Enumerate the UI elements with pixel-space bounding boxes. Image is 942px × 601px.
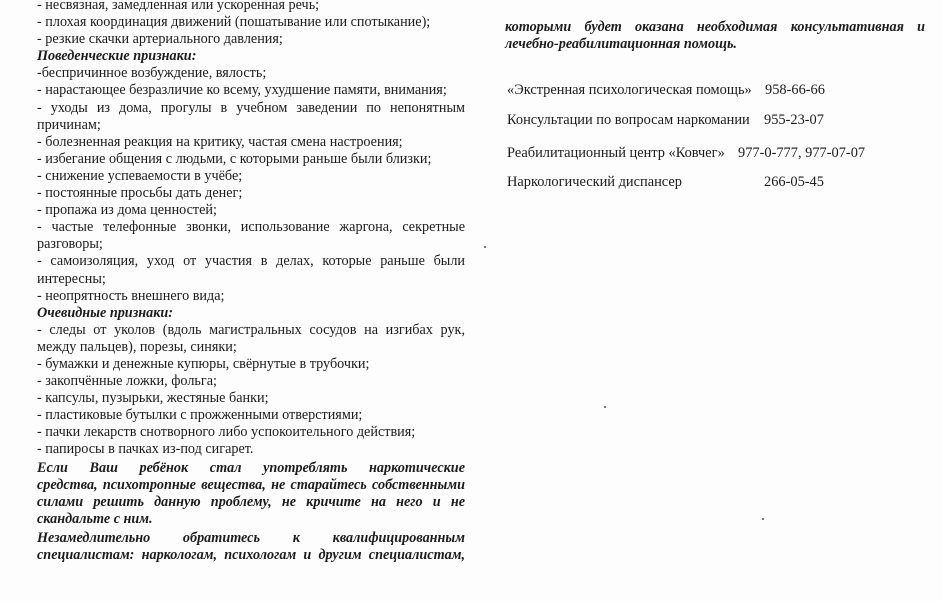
paragraph-line: Если Ваш ребёнок стал употреблять наркотические <box>37 459 465 476</box>
paragraph-line: лечебно-реабилитационная помощь. <box>505 36 737 52</box>
list-item: - постоянные просьбы дать денег; <box>37 185 243 202</box>
list-item: - уходы из дома, прогулы в учебном заведении по непонятным <box>37 99 465 116</box>
list-item: -беспричинное возбуждение, вялость; <box>37 65 267 82</box>
continuation-paragraph <box>505 19 925 53</box>
physical-signs-list <box>37 0 465 48</box>
list-item: причинам; <box>37 116 101 133</box>
scan-speck <box>604 406 606 408</box>
list-item: - следы от уколов (вдоль магистральных сосудов на изгибах рук, <box>37 321 465 338</box>
contact-phone: 955-23-07 <box>764 112 824 128</box>
paragraph-line: Незамедлительно обратитесь к квалифицированным <box>37 529 465 546</box>
behavioral-signs-list <box>37 65 465 304</box>
list-item: разговоры; <box>37 236 103 253</box>
contact-phone: 266-05-45 <box>764 174 824 190</box>
paragraph-line: силами решить данную проблему, не кричите на него и не <box>37 493 465 510</box>
list-item: - пластиковые бутылки с прожженными отверстиями; <box>37 407 363 424</box>
list-item: - неопрятность внешнего вида; <box>37 287 225 304</box>
urge-paragraph <box>37 530 465 564</box>
list-item: между пальцев), порезы, синяки; <box>37 338 237 355</box>
contact-phone: 977-0-777, 977-07-07 <box>738 145 866 161</box>
paragraph-line: средства, психотропные вещества, не старайтесь собственными <box>37 476 465 493</box>
left-column <box>37 0 465 564</box>
list-item: - несвязная, замедленная или ускоренная речь; <box>37 0 320 13</box>
list-item: - резкие скачки артериального давления; <box>37 31 283 48</box>
scan-speck <box>762 518 764 520</box>
list-item: - избегание общения с людьми, с которыми раньше были близки; <box>37 150 432 167</box>
contact-name: Консультации по вопросам наркомании <box>507 112 750 128</box>
behavioral-signs-heading: Поведенческие признаки: <box>37 48 197 65</box>
scan-speck <box>484 246 486 248</box>
list-item: - пачки лекарств снотворного либо успокоительного действия; <box>37 424 416 441</box>
advice-paragraph <box>37 460 465 528</box>
list-item: - самоизоляция, уход от участия в делах, которые раньше были <box>37 253 465 270</box>
contact-name: Реабилитационный центр «Ковчег» <box>507 145 725 161</box>
list-item: интересны; <box>37 270 106 287</box>
list-item: - нарастающее безразличие ко всему, ухудшение памяти, внимания; <box>37 82 447 99</box>
contact-name: «Экстренная психологическая помощь» <box>507 82 752 98</box>
paragraph-line: специалистам: наркологам, психологам и другим специалистам, <box>37 546 465 563</box>
list-item: - пропажа из дома ценностей; <box>37 202 217 219</box>
list-item: - папиросы в пачках из-под сигарет. <box>37 441 254 458</box>
list-item: - капсулы, пузырьки, жестяные банки; <box>37 390 269 407</box>
contact-name: Наркологический диспансер <box>507 174 682 190</box>
list-item: - плохая координация движений (пошатывание или спотыкание); <box>37 14 431 31</box>
list-item: - закопчённые ложки, фольга; <box>37 373 217 390</box>
list-item: - болезненная реакция на критику, частая смена настроения; <box>37 133 403 150</box>
obvious-signs-heading: Очевидные признаки: <box>37 304 174 321</box>
list-item: - снижение успеваемости в учёбе; <box>37 167 243 184</box>
list-item: - частые телефонные звонки, использование жаргона, секретные <box>37 219 465 236</box>
paragraph-line: скандальте с ним. <box>37 510 153 527</box>
list-item: - бумажки и денежные купюры, свёрнутые в трубочки; <box>37 355 370 372</box>
obvious-signs-list <box>37 322 465 459</box>
contact-phone: 958-66-66 <box>765 82 825 98</box>
paragraph-line: которыми будет оказана необходимая консультативная и <box>505 19 925 35</box>
